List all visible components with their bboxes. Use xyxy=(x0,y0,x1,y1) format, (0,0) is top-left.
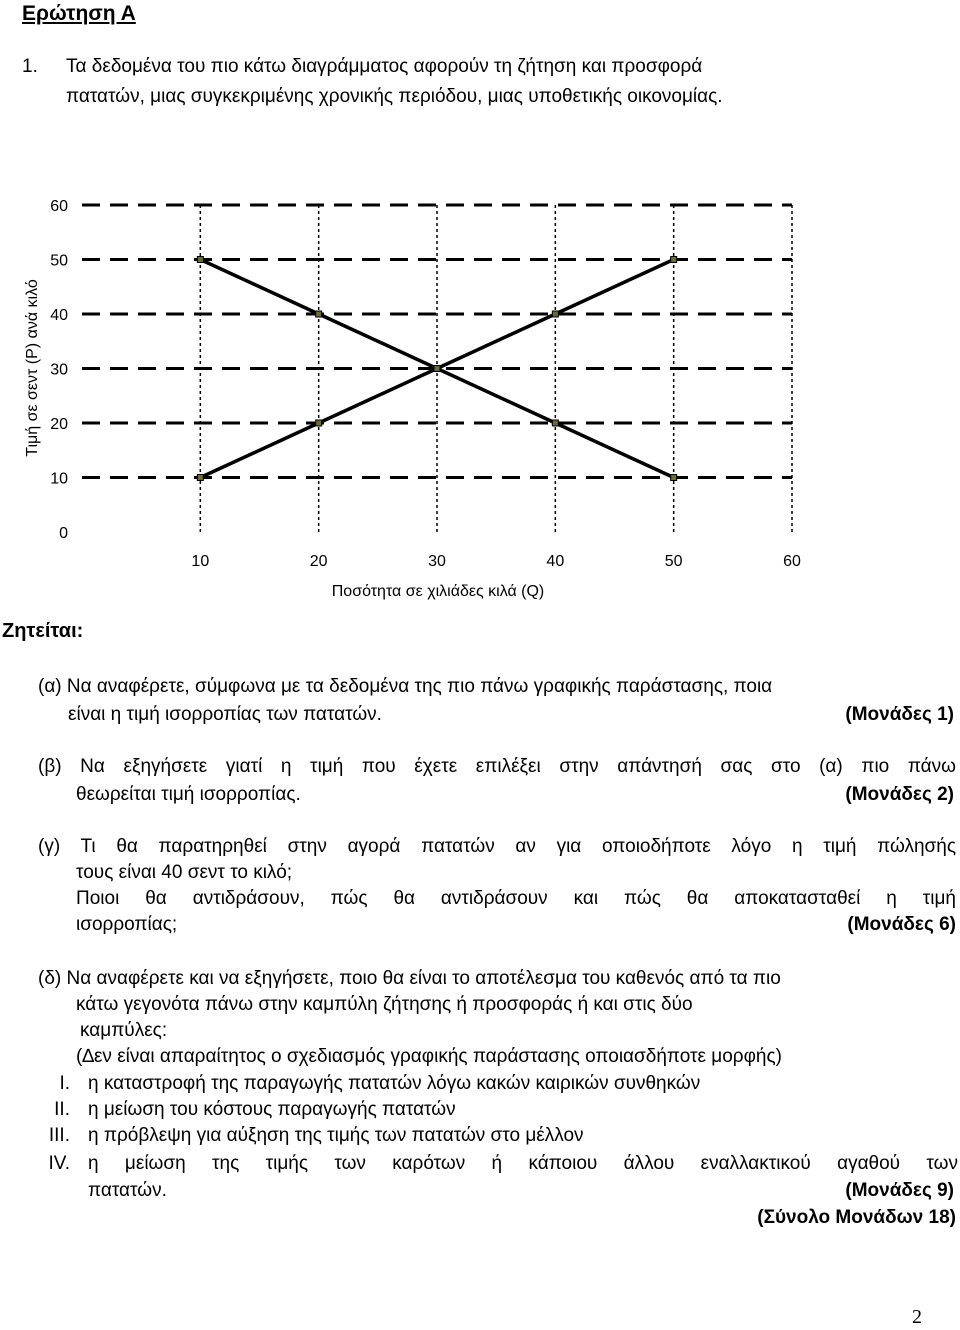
part-d-item-4-number: IV. xyxy=(48,1153,70,1174)
y-tick-label: 20 xyxy=(50,416,68,433)
x-tick-label: 20 xyxy=(309,553,328,570)
x-tick-label: 60 xyxy=(783,553,801,570)
data-point xyxy=(316,311,322,317)
part-d-item-4-text-line-2: πατατών. xyxy=(88,1180,167,1201)
chart-y-axis-label: Τιμή σε σεντ (P) ανά κιλό xyxy=(24,279,41,457)
data-point xyxy=(671,475,677,481)
part-a-marks: (Μονάδες 1) xyxy=(845,704,954,725)
part-d-item-3-number: III. xyxy=(48,1125,70,1146)
requested-title: Ζητείται: xyxy=(2,620,84,642)
part-d-item-1-text: η καταστροφή της παραγωγής πατατών λόγω κακών καιρικών συνθηκών xyxy=(88,1073,701,1094)
part-c-marks: (Μονάδες 6) xyxy=(847,914,956,935)
page-number: 2 xyxy=(912,1306,922,1328)
x-tick-label: 10 xyxy=(191,553,210,570)
data-point xyxy=(197,257,203,263)
data-point xyxy=(552,420,558,426)
total-marks: (Σύνολο Μονάδων 18) xyxy=(757,1207,956,1228)
data-point xyxy=(671,257,677,263)
part-d-marks: (Μονάδες 9) xyxy=(845,1180,954,1201)
chart-ticks xyxy=(50,198,801,570)
y-tick-label: 30 xyxy=(50,361,68,379)
part-b-line-2: θεωρείται τιμή ισορροπίας. xyxy=(76,784,301,805)
part-d-item-1-number: I. xyxy=(59,1073,70,1094)
y-tick-label: 0 xyxy=(59,525,68,542)
part-d-line-1: (δ) Να αναφέρετε και να εξηγήσετε, ποιο θα είναι το αποτέλεσμα του καθενός από τα πιο xyxy=(38,968,781,989)
part-a-line-1: (α) Να αναφέρετε, σύμφωνα με τα δεδομένα της πιο πάνω γραφικής παράστασης, ποια xyxy=(38,676,773,697)
x-tick-label: 50 xyxy=(664,553,683,570)
data-point xyxy=(434,366,440,372)
data-point xyxy=(552,311,558,317)
part-c-line-4: ισορροπίας; xyxy=(76,914,178,935)
part-d-line-3: καμπύλες: xyxy=(80,1020,168,1041)
question-heading: Ερώτηση Α xyxy=(22,2,136,25)
supply-demand-chart xyxy=(0,180,960,610)
chart-x-axis-label: Ποσότητα σε χιλιάδες κιλά (Q) xyxy=(331,583,545,600)
part-d-line-4: (∆εν είναι απαραίτητος ο σχεδιασμός γραφικής παράστασης οποιασδήποτε μορφής) xyxy=(76,1046,782,1067)
part-d-item-4-text: η μείωση της τιμής των καρότων ή κάποιου άλλου εναλλακτικού αγαθού των xyxy=(88,1153,958,1174)
data-point xyxy=(197,475,203,481)
question-number: 1. xyxy=(22,56,38,77)
y-tick-label: 60 xyxy=(50,198,68,215)
x-tick-label: 30 xyxy=(428,553,446,570)
data-point xyxy=(316,420,322,426)
x-tick-label: 40 xyxy=(546,553,565,570)
part-d-line-2: κάτω γεγονότα πάνω στην καμπύλη ζήτησης ή προσφοράς ή και στις δύο xyxy=(76,994,693,1015)
part-d-item-2-text: η μείωση του κόστους παραγωγής πατατών xyxy=(88,1099,456,1120)
part-c-line-2: τους είναι 40 σεντ το κιλό; xyxy=(76,862,293,883)
part-c-line-3: Ποιοι θα αντιδράσουν, πώς θα αντιδράσουν και πώς θα αποκατασταθεί η τιμή xyxy=(76,888,956,909)
question-text-line-2: πατατών, μιας συγκεκριμένης χρονικής περιόδου, μιας υποθετικής οικονομίας. xyxy=(66,86,723,107)
part-b-marks: (Μονάδες 2) xyxy=(845,784,954,805)
part-a-line-2: είναι η τιμή ισορροπίας των πατατών. xyxy=(68,704,382,725)
part-d-item-3-text: η πρόβλεψη για αύξηση της τιμής των πατατών στο μέλλον xyxy=(88,1125,584,1146)
part-b-line-1: (β) Να εξηγήσετε γιατί η τιμή που έχετε επιλέξει στην απάντησή σας στο (α) πιο πάνω xyxy=(38,756,956,777)
y-tick-label: 50 xyxy=(50,252,68,270)
question-text-line-1: Τα δεδομένα του πιο κάτω διαγράμματος αφορούν τη ζήτηση και προσφορά xyxy=(66,56,703,77)
y-tick-label: 40 xyxy=(50,307,68,324)
part-c-line-1: (γ) Τι θα παρατηρηθεί στην αγορά πατατών αν για οποιοδήποτε λόγο η τιμή πώλησής xyxy=(38,836,956,857)
y-tick-label: 10 xyxy=(50,470,68,488)
part-d-item-2-number: II. xyxy=(54,1099,70,1120)
